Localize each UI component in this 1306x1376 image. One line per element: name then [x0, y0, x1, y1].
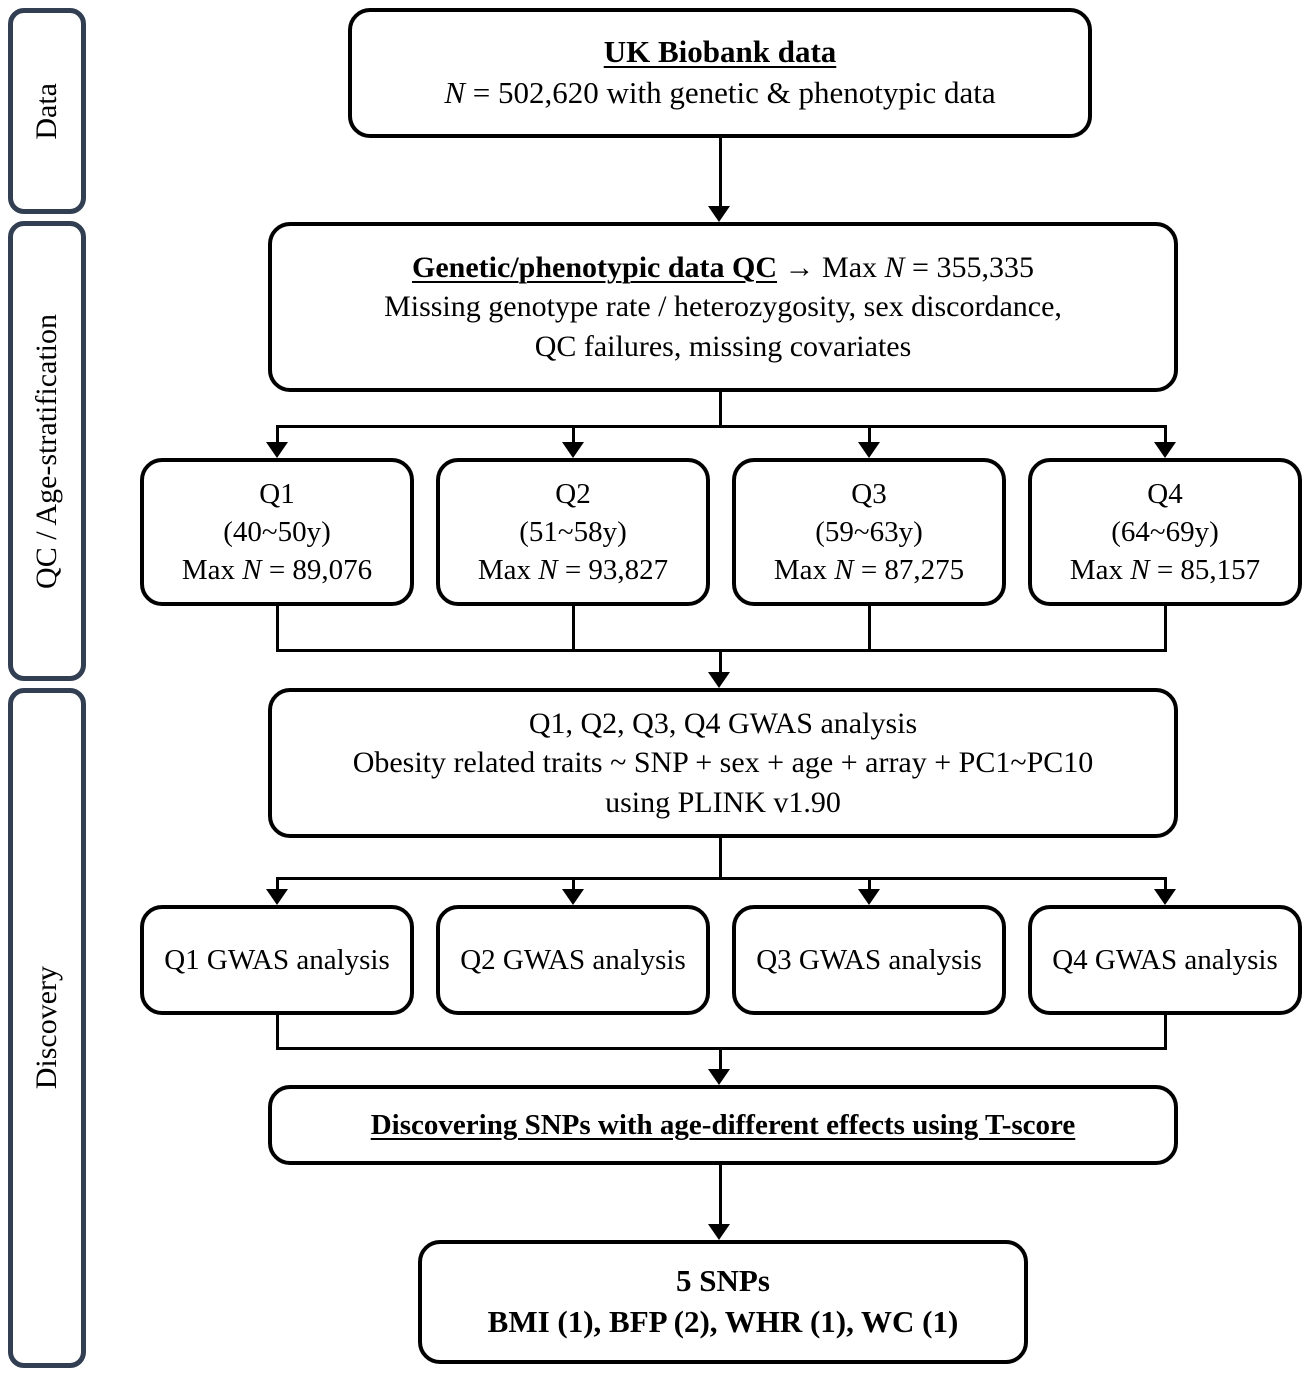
- arrowhead-down-icon: [562, 442, 584, 458]
- q1-gwas-label: Q1 GWAS analysis: [164, 943, 390, 976]
- q4-age-range: (64~69y): [1111, 515, 1219, 548]
- connector-line: [719, 392, 722, 428]
- phase-label-qc-age-stratification: QC / Age-stratification: [30, 313, 63, 589]
- q3-label: Q3: [851, 477, 887, 510]
- q4-gwas-label: Q4 GWAS analysis: [1052, 943, 1278, 976]
- node-genetic-phenotypic-qc: [268, 222, 1178, 392]
- phase-box-discovery: [8, 688, 86, 1368]
- q3-age-range: (59~63y): [815, 515, 923, 548]
- arrowhead-down-icon: [858, 889, 880, 905]
- node-quartile-q3: [732, 458, 1006, 606]
- q3-max-n: Max N = 87,275: [773, 554, 965, 587]
- uk-biobank-subtitle: N = 502,620 with genetic & phenotypic data: [444, 75, 996, 110]
- connector-line: [276, 1015, 279, 1050]
- node-gwas-analysis-model: [268, 688, 1178, 838]
- connector-line: [276, 877, 1167, 880]
- n-variable: N: [242, 554, 262, 587]
- node-q2-gwas-analysis: [436, 905, 710, 1015]
- connector-line: [719, 649, 722, 674]
- connector-line: [868, 606, 871, 652]
- connector-line: [276, 606, 279, 652]
- gwas-software: using PLINK v1.90: [605, 785, 841, 819]
- n-variable: N: [884, 250, 905, 284]
- q2-label: Q2: [555, 477, 591, 510]
- connector-line: [1164, 1015, 1167, 1050]
- n-variable: N: [444, 75, 466, 110]
- gwas-line-1: Q1, Q2, Q3, Q4 GWAS analysis: [528, 706, 918, 740]
- gwas-model-formula: Obesity related traits ~ SNP + sex + age + array + PC1~PC10: [352, 746, 1094, 780]
- phase-label-data: Data: [30, 82, 63, 140]
- result-snp-count: 5 SNPs: [676, 1263, 770, 1299]
- arrowhead-down-icon: [266, 442, 288, 458]
- connector-line: [1164, 606, 1167, 652]
- arrowhead-down-icon: [708, 672, 730, 688]
- arrowhead-down-icon: [266, 889, 288, 905]
- result-trait-breakdown: BMI (1), BFP (2), WHR (1), WC (1): [487, 1304, 959, 1339]
- connector-line: [276, 425, 1167, 428]
- phase-box-qc-age-stratification: [8, 221, 86, 681]
- arrowhead-down-icon: [858, 442, 880, 458]
- n-variable: N: [834, 554, 854, 587]
- arrowhead-down-icon: [1154, 442, 1176, 458]
- node-quartile-q2: [436, 458, 710, 606]
- q2-age-range: (51~58y): [519, 515, 627, 548]
- q4-label: Q4: [1147, 477, 1183, 510]
- q1-age-range: (40~50y): [223, 515, 331, 548]
- arrowhead-down-icon: [562, 889, 584, 905]
- node-quartile-q4: [1028, 458, 1302, 606]
- node-q3-gwas-analysis: [732, 905, 1006, 1015]
- q3-gwas-label: Q3 GWAS analysis: [756, 943, 982, 976]
- connector-line: [719, 1165, 722, 1226]
- node-q4-gwas-analysis: [1028, 905, 1302, 1015]
- q2-max-n: Max N = 93,827: [477, 554, 669, 587]
- n-variable: N: [538, 554, 558, 587]
- q1-max-n: Max N = 89,076: [181, 554, 373, 587]
- connector-line: [719, 1047, 722, 1071]
- uk-biobank-title: UK Biobank data: [603, 34, 837, 70]
- qc-heading-line: Genetic/phenotypic data QC → Max N = 355,335: [412, 250, 1034, 284]
- node-result-snps: [418, 1240, 1028, 1364]
- qc-criteria-line-2: QC failures, missing covariates: [534, 329, 912, 363]
- node-quartile-q1: [140, 458, 414, 606]
- discover-title: Discovering SNPs with age-different effects using T-score: [370, 1108, 1076, 1141]
- arrowhead-down-icon: [708, 1069, 730, 1085]
- q4-max-n: Max N = 85,157: [1069, 554, 1261, 587]
- connector-line: [719, 838, 722, 880]
- arrowhead-down-icon: [708, 206, 730, 222]
- arrowhead-down-icon: [1154, 889, 1176, 905]
- phase-box-data: [8, 8, 86, 214]
- phase-label-discovery: Discovery: [30, 966, 63, 1090]
- node-q1-gwas-analysis: [140, 905, 414, 1015]
- connector-line: [572, 606, 575, 652]
- q1-label: Q1: [259, 477, 295, 510]
- node-uk-biobank-data: [348, 8, 1092, 138]
- arrowhead-down-icon: [708, 1224, 730, 1240]
- q2-gwas-label: Q2 GWAS analysis: [460, 943, 686, 976]
- connector-line: [719, 138, 722, 208]
- node-discovering-snps: [268, 1085, 1178, 1165]
- n-variable: N: [1130, 554, 1150, 587]
- qc-criteria-line-1: Missing genotype rate / heterozygosity, sex discordance,: [384, 290, 1062, 324]
